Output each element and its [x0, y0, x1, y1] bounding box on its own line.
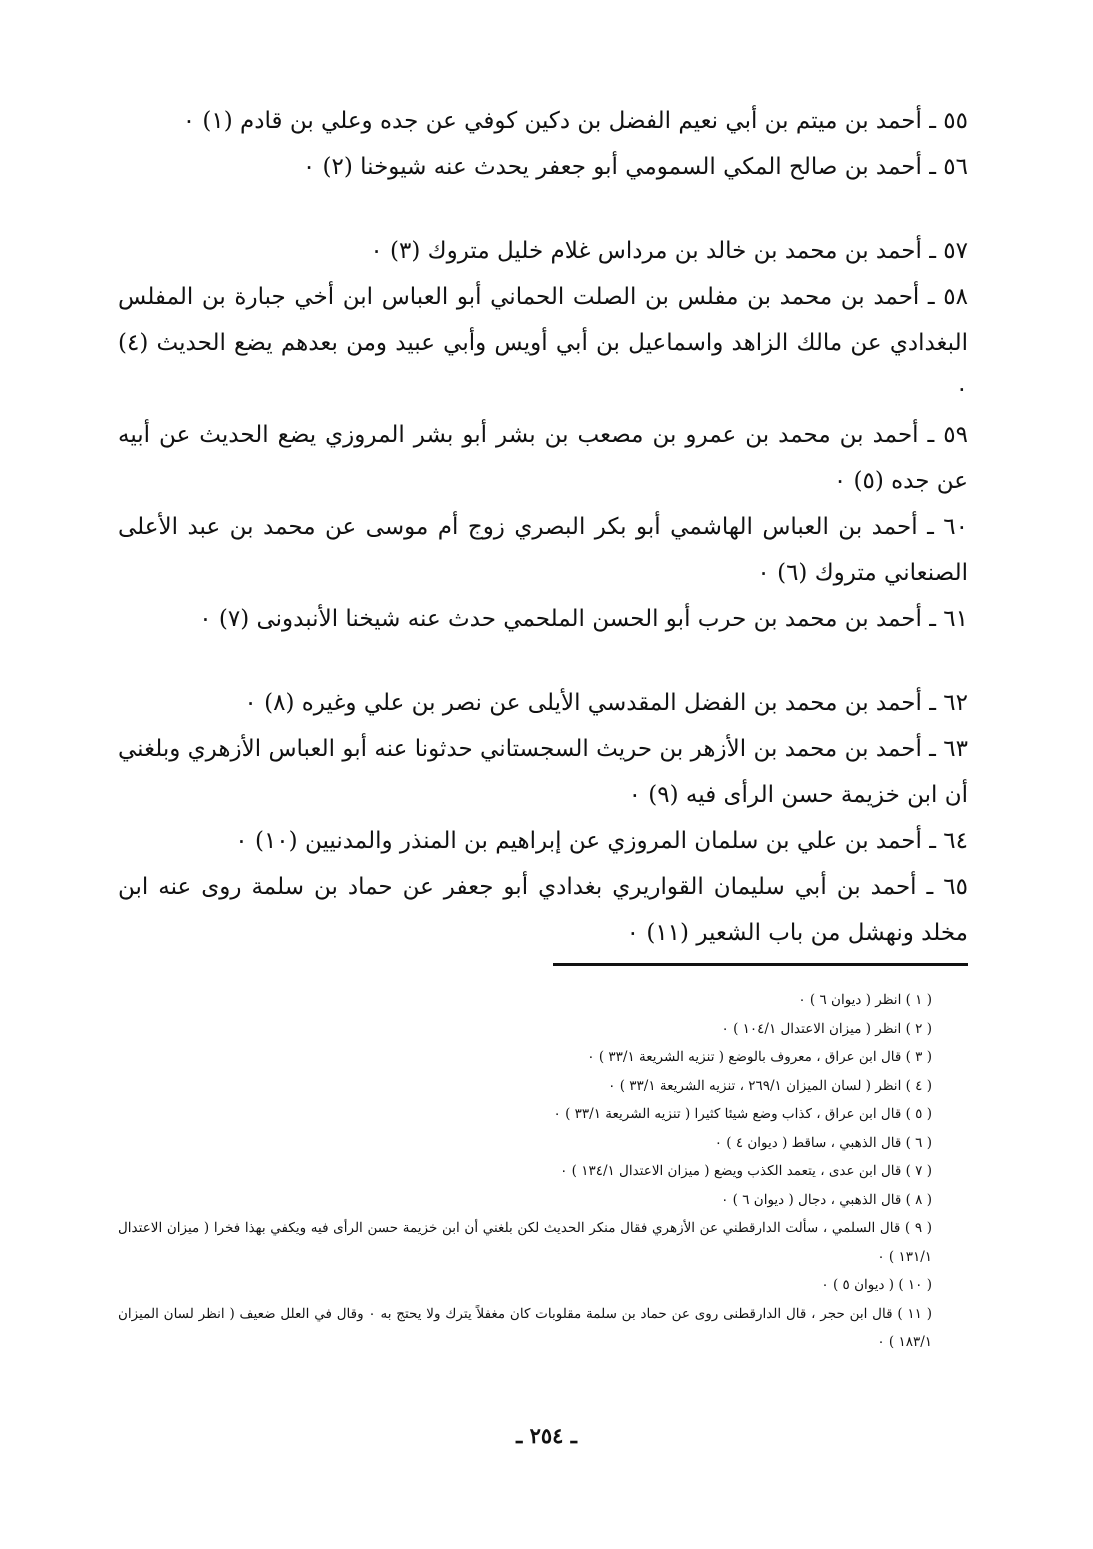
entry-55: ٥٥ ـ أحمد بن ميتم بن أبي نعيم الفضل بن دكين كوفي عن جده وعلي بن قادم (١) ٠	[182, 108, 968, 134]
spacer	[118, 642, 968, 680]
footnote-7: ( ٧ ) قال ابن عدى ، يتعمد الكذب ويضع ( ميزان الاعتدال ١٣٤/١ ) ٠	[560, 1163, 932, 1179]
footnotes-list	[118, 986, 974, 1357]
entry-63: ٦٣ ـ أحمد بن محمد بن الأزهر بن حريث السجستاني حدثونا عنه أبو العباس الأزهري وبلغني أن ابن خزيمة حسن الرأى فيه (٩) ٠	[118, 736, 968, 808]
footnote-10: ( ١٠ ) ( ديوان ٥ ) ٠	[821, 1277, 932, 1293]
entry-60: ٦٠ ـ أحمد بن العباس الهاشمي أبو بكر البصري زوج أم موسى عن محمد بن عبد الأعلى الصنعاني متروك (٦) ٠	[118, 514, 968, 586]
entry-62: ٦٢ ـ أحمد بن محمد بن الفضل المقدسي الأيلى عن نصر بن علي وغيره (٨) ٠	[244, 690, 968, 716]
footnote-divider	[553, 963, 968, 966]
footnote-4: ( ٤ ) انظر ( لسان الميزان ٢٦٩/١ ، تنزيه الشريعة ٣٣/١ ) ٠	[608, 1077, 932, 1094]
entry-57: ٥٧ ـ أحمد بن محمد بن خالد بن مرداس غلام خليل متروك (٣) ٠	[370, 238, 968, 264]
entry-56: ٥٦ ـ أحمد بن صالح المكي السمومي أبو جعفر يحدث عنه شيوخنا (٢) ٠	[302, 154, 968, 180]
footnote-11: ( ١١ ) قال ابن حجر ، قال الدارقطنى روى عن حماد بن سلمة مقلوبات كان مغفلاً يترك ولا يحتج به ٠ وقال في العلل ضعيف ( انظر لسان الميزان ١٨٣/١ ) ٠	[118, 1305, 932, 1350]
footnote-1: ( ١ ) انظر ( ديوان ٦ ) ٠	[798, 992, 932, 1008]
entry-59: ٥٩ ـ أحمد بن محمد بن عمرو بن مصعب بن بشر أبو بشر المروزي يضع الحديث عن أبيه عن جده (٥) ٠	[118, 422, 968, 494]
footnote-6: ( ٦ ) قال الذهبي ، ساقط ( ديوان ٤ ) ٠	[714, 1134, 932, 1151]
footnote-3: ( ٣ ) قال ابن عراق ، معروف بالوضع ( تنزيه الشريعة ٣٣/١ ) ٠	[587, 1049, 932, 1065]
footnote-9: ( ٩ ) قال السلمي ، سألت الدارقطني عن الأزهري فقال منكر الحديث لكن بلغني أن ابن خزيمة حسن الرأى فيه ويكفي بهذا فخرا ( ميزان الاعتدال ١٣١/١ ) ٠	[118, 1220, 933, 1265]
entry-65: ٦٥ ـ أحمد بن أبي سليمان القواريري بغدادي أبو جعفر عن حماد بن سلمة روى عنه ابن مخلد ونهشل من باب الشعير (١١) ٠	[118, 874, 968, 946]
footnote-8: ( ٨ ) قال الذهبي ، دجال ( ديوان ٦ ) ٠	[721, 1191, 932, 1208]
footnote-2: ( ٢ ) انظر ( ميزان الاعتدال ١٠٤/١ ) ٠	[721, 1020, 932, 1037]
spacer	[118, 190, 968, 228]
page-number: ـ ٢٥٤ ـ	[516, 1423, 577, 1448]
entry-64: ٦٤ ـ أحمد بن علي بن سلمان المروزي عن إبراهيم بن المنذر والمدنيين (١٠) ٠	[235, 828, 968, 854]
entry-58: ٥٨ ـ أحمد بن محمد بن مفلس بن الصلت الحماني أبو العباس ابن أخي جبارة بن المفلس البغدادي عن مالك الزاهد واسماعيل بن أبي أويس وأبي عبيد ومن بعدهم يضع الحديث (٤) ٠	[118, 284, 968, 402]
entry-61: ٦١ ـ أحمد بن محمد بن حرب أبو الحسن الملحمي حدث عنه شيخنا الأنبدونى (٧) ٠	[199, 606, 968, 632]
footnote-5: ( ٥ ) قال ابن عراق ، كذاب وضع شيئا كثيرا ( تنزيه الشريعة ٣٣/١ ) ٠	[553, 1106, 932, 1122]
entries-list	[118, 98, 968, 956]
